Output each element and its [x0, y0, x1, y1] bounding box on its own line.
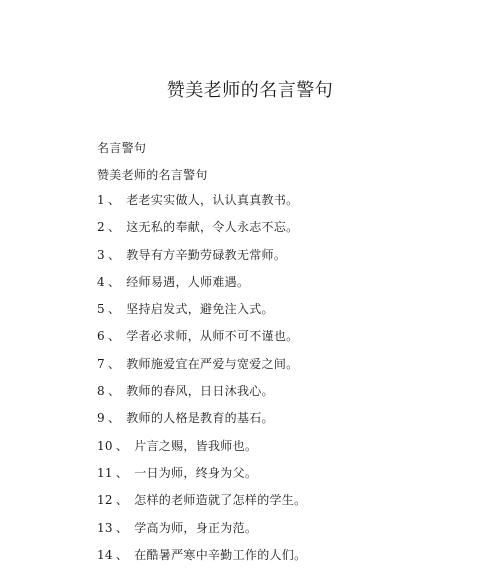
quote-item — [97, 248, 457, 275]
quote-item — [97, 302, 457, 329]
quote-text: 学者必求师，从师不可不谨也。 — [126, 329, 299, 344]
subsection-label: 赞美老师的名言警句 — [97, 168, 208, 182]
quote-separator: 、 — [115, 520, 129, 535]
quote-number: 6 — [97, 329, 105, 344]
quote-item — [97, 384, 457, 411]
quote-number: 1 — [97, 193, 105, 207]
quote-text: 教师的人格是教育的基石。 — [126, 411, 274, 426]
quote-number: 2 — [97, 220, 105, 235]
quote-separator: 、 — [107, 384, 121, 399]
quote-number: 8 — [97, 384, 105, 399]
quote-text: 片言之赐，皆我师也。 — [134, 438, 258, 453]
quote-separator: 、 — [107, 302, 121, 317]
quote-number: 3 — [97, 247, 105, 262]
quote-item — [97, 466, 457, 493]
quote-text: 一日为师，终身为父。 — [134, 465, 258, 480]
quote-item — [97, 548, 457, 575]
quote-separator: 、 — [115, 438, 129, 453]
quote-number: 10 — [97, 438, 113, 453]
quote-number: 12 — [97, 493, 113, 508]
quote-number: 7 — [97, 356, 105, 371]
quote-text: 坚持启发式，避免注入式。 — [126, 302, 274, 317]
quote-item — [97, 493, 457, 520]
quote-number: 4 — [97, 274, 105, 289]
quote-item — [97, 411, 457, 438]
quote-separator: 、 — [107, 356, 121, 371]
quote-number: 9 — [97, 411, 105, 426]
quote-text: 这无私的奉献，令人永志不忘。 — [126, 220, 299, 235]
quote-item — [97, 439, 457, 466]
quote-item — [97, 521, 457, 548]
quote-text: 怎样的老师造就了怎样的学生。 — [134, 493, 307, 508]
quote-number: 5 — [97, 302, 105, 317]
quote-number: 13 — [97, 520, 113, 535]
quote-separator: 、 — [107, 193, 121, 207]
quote-separator: 、 — [115, 465, 129, 480]
quote-item — [97, 193, 457, 220]
quote-separator: 、 — [115, 493, 129, 508]
quote-separator: 、 — [107, 247, 121, 262]
quote-item — [97, 220, 457, 247]
quote-text: 教师的春风，日日沐我心。 — [126, 384, 274, 399]
quote-text: 老老实实做人，认认真真教书。 — [126, 193, 299, 207]
quote-item — [97, 357, 457, 384]
quote-separator: 、 — [107, 274, 121, 289]
quote-list — [97, 193, 457, 575]
page-title: 赞美老师的名言警句 — [166, 80, 334, 101]
quote-item — [97, 275, 457, 302]
quote-text: 经师易遇，人师难遇。 — [126, 274, 250, 289]
quote-separator: 、 — [107, 329, 121, 344]
quote-text: 教师施爱宜在严爱与宽爱之间。 — [126, 356, 299, 371]
quote-separator: 、 — [107, 220, 121, 235]
quote-number: 14 — [97, 547, 113, 562]
quote-separator: 、 — [115, 547, 129, 562]
quote-separator: 、 — [107, 411, 121, 426]
section-label: 名言警句 — [97, 141, 147, 155]
quote-text: 在酷暑严寒中辛勤工作的人们。 — [134, 547, 307, 562]
quote-text: 教导有方辛勤劳碌教无常师。 — [126, 247, 287, 262]
quote-number: 11 — [97, 465, 113, 480]
quote-item — [97, 329, 457, 356]
quote-text: 学高为师，身正为范。 — [134, 520, 258, 535]
